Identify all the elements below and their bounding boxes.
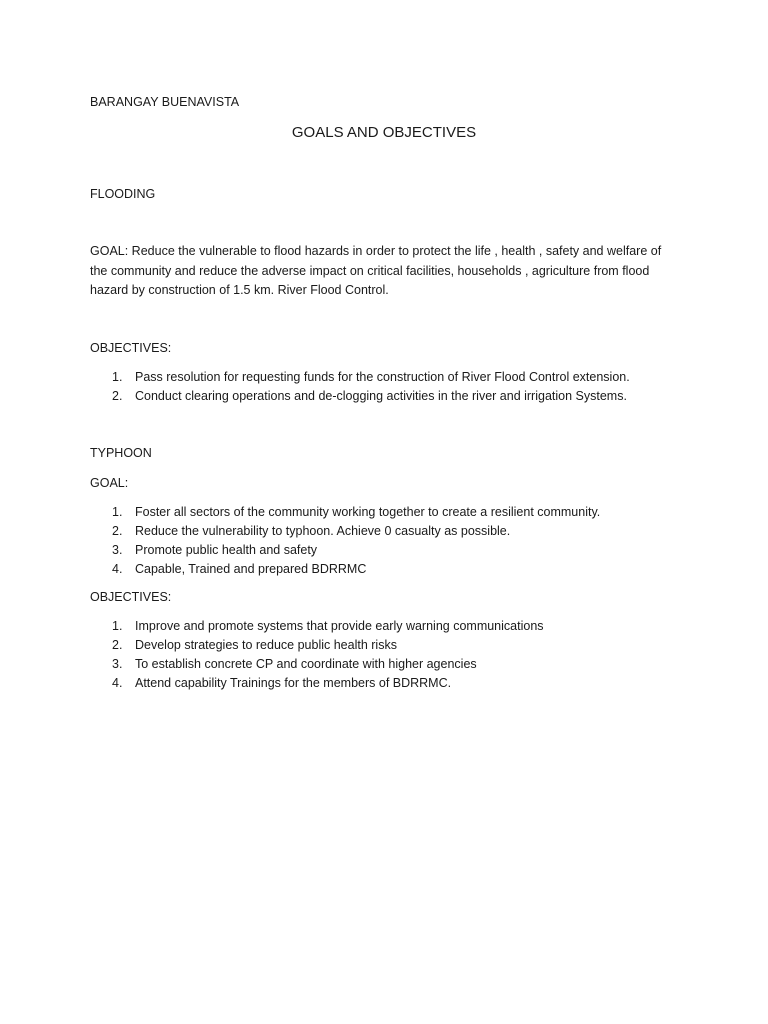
flooding-objectives-label: OBJECTIVES: [90, 341, 172, 355]
list-item-number: 1. [112, 370, 123, 384]
flooding-goal-paragraph: GOAL: Reduce the vulnerable to flood hazards in order to protect the life , health , safety and welfare of the community and reduce the adverse impact on critical facilities, households , agriculture from flood hazard by construction of 1.5 km. River Flood Control. [90, 244, 662, 297]
list-item [90, 617, 680, 636]
list-item-number: 2. [112, 524, 123, 538]
document-title: GOALS AND OBJECTIVES [291, 124, 477, 141]
list-item-number: 3. [112, 657, 123, 671]
typhoon-goals-list [90, 503, 680, 579]
list-item-number: 2. [112, 638, 123, 652]
list-item-number: 4. [112, 562, 123, 576]
list-item [90, 503, 680, 522]
list-item-number: 3. [112, 543, 123, 557]
list-item [90, 674, 680, 693]
flooding-heading: FLOODING [90, 187, 156, 201]
list-item-text: Develop strategies to reduce public health risks [135, 638, 397, 652]
list-item [90, 368, 680, 387]
list-item-text: To establish concrete CP and coordinate with higher agencies [135, 657, 477, 671]
flooding-objectives-list [90, 368, 680, 406]
list-item-text: Improve and promote systems that provide early warning communications [135, 619, 544, 633]
typhoon-objectives-label: OBJECTIVES: [90, 590, 172, 604]
list-item-text: Pass resolution for requesting funds for the construction of River Flood Control extension. [135, 370, 630, 384]
list-item [90, 636, 680, 655]
list-item [90, 655, 680, 674]
list-item-number: 1. [112, 505, 123, 519]
typhoon-goal-label: GOAL: [90, 476, 129, 490]
list-item-number: 4. [112, 676, 123, 690]
list-item-text: Attend capability Trainings for the members of BDRRMC. [135, 676, 452, 690]
list-item [90, 387, 680, 406]
list-item-text: Foster all sectors of the community working together to create a resilient community. [135, 505, 601, 519]
list-item [90, 541, 680, 560]
list-item-text: Promote public health and safety [135, 543, 318, 557]
barangay-header: BARANGAY BUENAVISTA [90, 95, 240, 109]
typhoon-objectives-list [90, 617, 680, 693]
list-item-number: 2. [112, 389, 123, 403]
list-item [90, 522, 680, 541]
list-item-text: Capable, Trained and prepared BDRRMC [135, 562, 367, 576]
list-item-text: Reduce the vulnerability to typhoon. Achieve 0 casualty as possible. [135, 524, 511, 538]
list-item [90, 560, 680, 579]
list-item-number: 1. [112, 619, 123, 633]
typhoon-heading: TYPHOON [90, 446, 152, 460]
list-item-text: Conduct clearing operations and de-clogging activities in the river and irrigation Systems. [135, 389, 627, 403]
